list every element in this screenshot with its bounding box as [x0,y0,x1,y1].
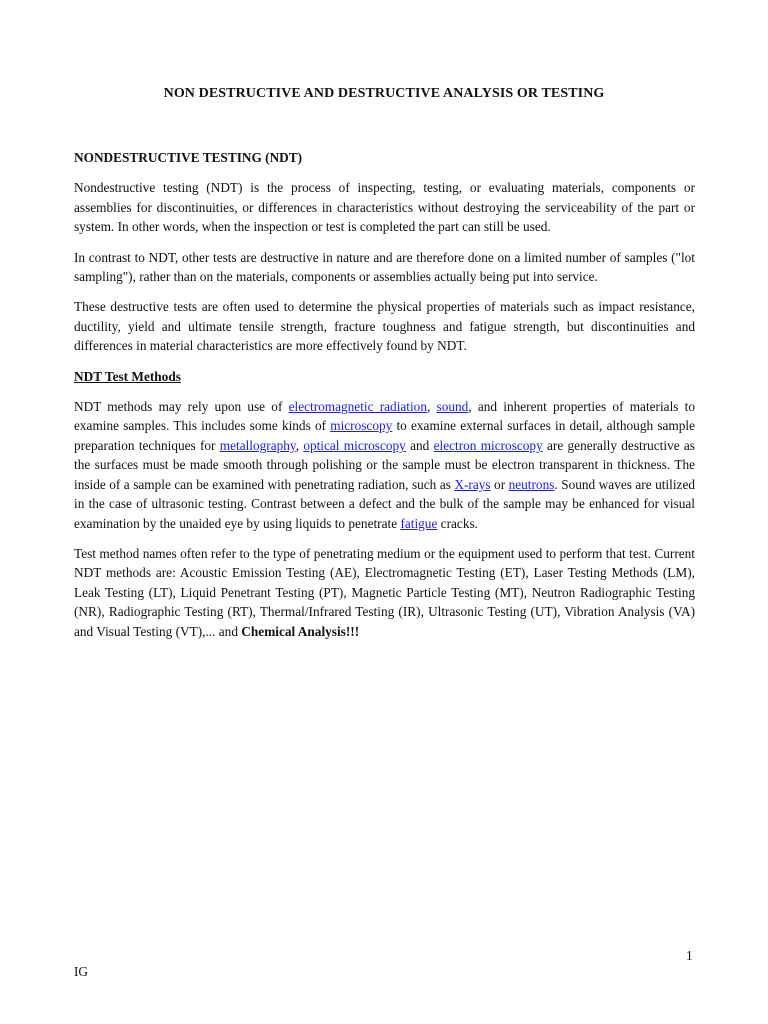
text-span: are generally destructive as the surfaces must be made smooth through polishing or the sample must be electron transparent in thickness. The inside of a sample can be examined with penetrating radiation, such as [74,437,695,492]
paragraph-destructive-contrast: In contrast to NDT, other tests are destructive in nature and are therefore done on a limited number of samples ("lot sampling"), rather than on the materials, components or assemblies actually being put into service. [74,249,695,285]
text-span: or [490,476,509,492]
link-fatigue[interactable]: fatigue [400,515,438,531]
document-body [74,148,695,652]
sub-heading-ndt-test-methods: NDT Test Methods [74,368,181,384]
paragraph-ndt-definition: Nondestructive testing (NDT) is the process of inspecting, testing, or evaluating materials, components or assemblies for discontinuities, or differences in characteristics without destroying the serviceability of the part or system. In other words, when the inspection or test is completed the part can still be used. [74,180,695,235]
link-x-rays[interactable]: X-rays [454,476,491,492]
text-span: , [426,399,437,415]
bold-chemical-analysis: Chemical Analysis!!! [241,623,360,639]
text-span: . Sound waves are utilized in the case of ultrasonic testing. Contrast between a defect and the bulk of the sample may be enhanced for visual examination by the unaided eye by using liquids to penetrate [74,476,695,531]
text-span: and [405,437,434,453]
link-optical-microscopy[interactable]: optical microscopy [303,437,406,453]
paragraph-destructive-uses: These destructive tests are often used to determine the physical properties of materials such as impact resistance, ductility, yield and ultimate tensile strength, fracture toughness and fatigue strength, but discontinuities and differences in material characteristics are more effectively found by NDT. [74,299,695,354]
link-metallography[interactable]: metallography [219,437,296,453]
link-microscopy[interactable]: microscopy [330,418,393,434]
footer-initials: IG [74,964,89,979]
text-span: , and inherent properties of materials to examine samples. This includes some kinds of [74,399,695,434]
link-electromagnetic-radiation[interactable]: electromagnetic radiation [288,399,427,415]
text-span: , [295,437,304,453]
page-number: 1 [686,948,693,963]
paragraph-test-method-names [74,544,695,641]
text-span: Test method names often refer to the type of penetrating medium or the equipment used to perform that test. Current NDT methods are: Acoustic Emission Testing (AE), Electromagnetic Testing (ET), Laser Testing Methods (LM), Leak Testing (LT), Liquid Penetrant Testing (PT), Magnetic Particle Testing (MT), Neutron Radiographic Testing (NR), Radiographic Testing (RT), Thermal/Infrared Testing (IR), Ultrasonic Testing (UT), Vibration Analysis (VA) and Visual Testing (VT),... and [74,545,695,639]
document-title: NON DESTRUCTIVE AND DESTRUCTIVE ANALYSIS OR TESTING [163,86,605,101]
paragraph-ndt-methods [74,397,695,533]
text-span: to examine external surfaces in detail, although sample preparation techniques for [74,418,695,453]
section-heading-ndt: NONDESTRUCTIVE TESTING (NDT) [74,150,303,165]
text-span: cracks. [437,515,478,531]
link-sound[interactable]: sound [436,399,469,415]
link-electron-microscopy[interactable]: electron microscopy [433,437,543,453]
text-span: NDT methods may rely upon use of [74,399,289,415]
link-neutrons[interactable]: neutrons [508,476,555,492]
